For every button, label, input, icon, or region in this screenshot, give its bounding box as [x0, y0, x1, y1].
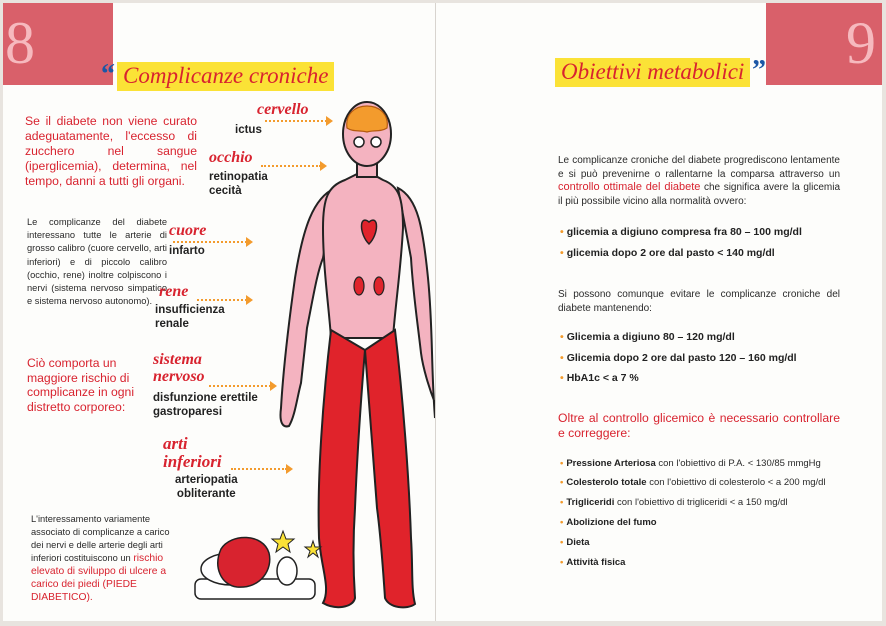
- organ-label-occhio: occhio: [209, 149, 253, 166]
- footer-lead: L'interessamento variamente associato di complicanze a carico dei nervi e delle arterie degli arti inferiori costituiscono un: [31, 514, 170, 563]
- list-item: • Attività fisica: [560, 557, 626, 568]
- intro-highlight: controllo ottimale del diabete: [558, 181, 701, 194]
- intro-paragraph: [558, 154, 840, 208]
- page-title: Obiettivi metabolici: [555, 58, 750, 87]
- organ-label-sistema-nervoso: sistema nervoso: [153, 351, 205, 385]
- quote-mark-icon: “: [101, 59, 115, 90]
- organ-label-cuore: cuore: [169, 222, 207, 239]
- intro-pre: Le complicanze croniche del diabete progrediscono lentamente e si può prevenirne o rallentarne la comparsa attraverso un: [558, 155, 840, 180]
- complication-arti: arteriopatia obliterante: [175, 474, 238, 500]
- complication-occhio: retinopatia cecità: [209, 171, 268, 197]
- body-text: Le complicanze del diabete interessano tutte le arterie di grosso calibro (cuore cervello, arti inferiori) e di piccolo calibro (occhio, rene) inoltre colpiscono i nervi (sistema nervoso simpatico e sistema nervoso autonomo).: [27, 217, 167, 307]
- organ-label-arti-inferiori: arti inferiori: [163, 434, 222, 471]
- intro-text: Se il diabete non viene curato adeguatamente, l'eccesso di zucchero nel sangue (iperglicemia), determina, nel tempo, danni a tutti gli organi.: [25, 114, 197, 188]
- organ-label-cervello: cervello: [257, 101, 309, 118]
- risk-text: Ciò comporta un maggiore rischio di complicanze in ogni distretto corporeo:: [27, 356, 135, 414]
- list-item: • Trigliceridi con l'obiettivo di trigliceridi < a 150 mg/dl: [560, 497, 788, 508]
- complication-ictus: ictus: [235, 124, 262, 136]
- list-item: • glicemia dopo 2 ore dal pasto < 140 mg/dl: [560, 247, 775, 259]
- page-number-tab: [766, 3, 882, 85]
- control-heading: Oltre al controllo glicemico è necessario controllare e correggere:: [558, 411, 840, 440]
- list-item: • Colesterolo totale con l'obiettivo di colesterolo < a 200 mg/dl: [560, 477, 826, 488]
- arrow-icon: [173, 241, 247, 245]
- footer-text: [31, 513, 181, 604]
- maintain-paragraph: Si possono comunque evitare le complicanze croniche del diabete mantenendo:: [558, 289, 840, 314]
- arrow-icon: [209, 385, 271, 389]
- list-item: • HbA1c < a 7 %: [560, 372, 639, 384]
- complication-infarto: infarto: [169, 245, 205, 257]
- complication-nervoso: disfunzione erettile gastroparesi: [153, 392, 258, 418]
- page-number: 9: [846, 10, 876, 76]
- page-number: 8: [5, 10, 35, 76]
- arrow-icon: [197, 299, 247, 303]
- page-number-tab: [3, 3, 113, 85]
- list-item: • Glicemia dopo 2 ore dal pasto 120 – 160 mg/dl: [560, 352, 797, 364]
- list-item: • Abolizione del fumo: [560, 517, 657, 528]
- organ-label-rene: rene: [159, 283, 189, 300]
- complication-rene: insufficienza renale: [155, 304, 225, 330]
- quote-mark-icon: ”: [752, 55, 766, 86]
- diabetic-foot-cartoon-icon: [191, 519, 331, 609]
- right-page: [436, 3, 882, 621]
- page-title: Complicanze croniche: [117, 62, 334, 91]
- list-item: • glicemia a digiuno compresa fra 80 – 100 mg/dl: [560, 226, 802, 238]
- list-item: • Glicemia a digiuno 80 – 120 mg/dl: [560, 331, 735, 343]
- footer-highlight: rischio elevato di sviluppo di ulcere a carico dei piedi (PIEDE DIABETICO).: [31, 553, 167, 603]
- list-item: • Dieta: [560, 537, 590, 548]
- left-page: [3, 3, 436, 621]
- intro-post: che significa avere la glicemia il più possibile vicino alla normalità ovvero:: [558, 182, 841, 207]
- list-item: • Pressione Arteriosa con l'obiettivo di P.A. < 130/85 mmgHg: [560, 458, 821, 469]
